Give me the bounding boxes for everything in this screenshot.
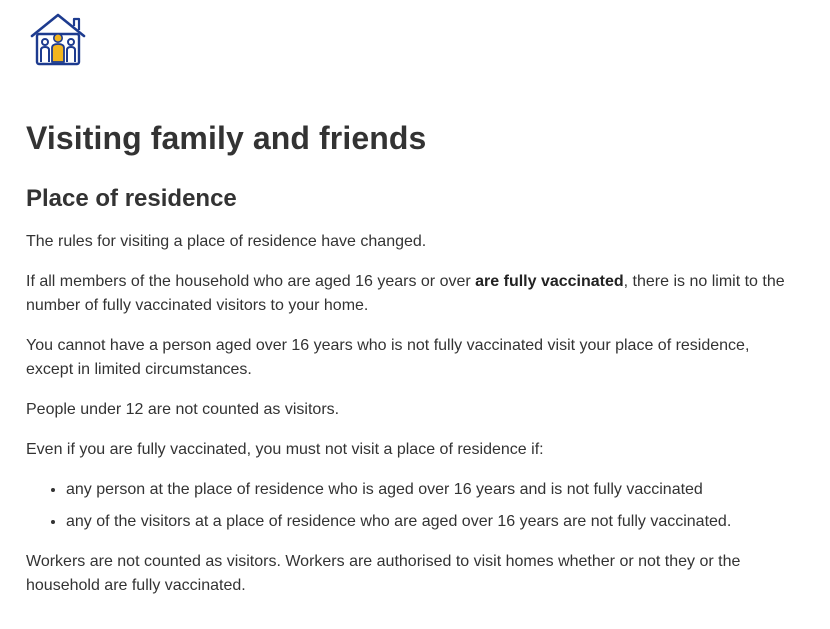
vaccinated-rule-paragraph [26,270,796,318]
family-home-icon[interactable] [30,12,88,68]
vaccinated-rule-emphasis: are fully vaccinated [475,273,624,290]
list-item: • any person at the place of residence who is aged over 16 years and is not fully vaccinated [66,478,796,502]
section-heading: Place of residence [26,185,237,212]
under-12-paragraph: People under 12 are not counted as visitors. [26,401,340,418]
page-title: Visiting family and friends [26,120,427,156]
vaccinated-rule-text-start: If all members of the household who are aged 16 years or over [26,273,476,290]
intro-paragraph: The rules for visiting a place of residence have changed. [26,233,427,250]
must-not-visit-list [26,478,796,534]
vaccinated-rule-text-end: , there is no limit to the number of fully vaccinated visitors to your home. [26,273,785,314]
must-not-visit-intro: Even if you are fully vaccinated, you must not visit a place of residence if: [26,441,544,458]
workers-paragraph: Workers are not counted as visitors. Workers are authorised to visit homes whether or not they or the household are fully vaccinated. [26,553,741,594]
list-item: • any of the visitors at a place of residence who are aged over 16 years are not fully vaccinated. [66,510,796,534]
unvaccinated-rule-paragraph: You cannot have a person aged over 16 years who is not fully vaccinated visit your place of residence, except in limited circumstances. [26,337,750,378]
main-content [26,116,796,598]
